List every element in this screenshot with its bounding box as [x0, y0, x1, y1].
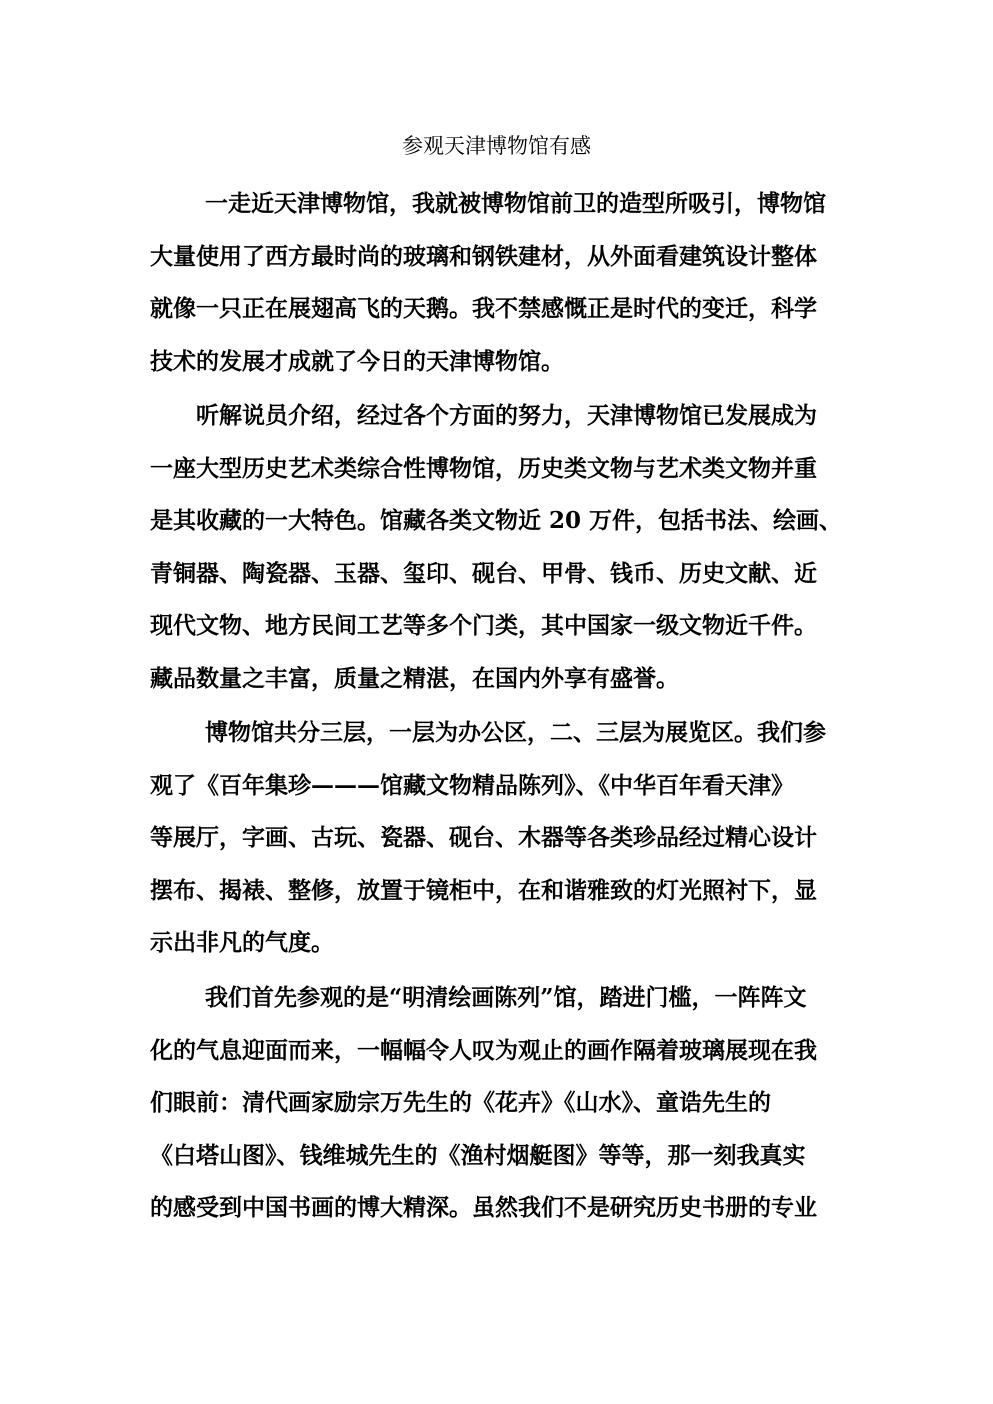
paragraph-line: 技术的发展才成就了今日的天津博物馆。: [150, 347, 564, 375]
paragraph-line: 就像一只正在展翅高飞的天鹅。我不禁感慨正是时代的变迁，科学: [150, 295, 817, 322]
paragraph-line: 一走近天津博物馆，我就被博物馆前卫的造型所吸引，博物馆: [205, 190, 826, 217]
paragraph-line: 现代文物、地方民间工艺等多个门类，其中国家一级文物近千件。: [150, 612, 817, 639]
paragraph-line: 示出非凡的气度。: [150, 929, 334, 956]
paragraph-line: 一座大型历史艺术类综合性博物馆，历史类文物与艺术类文物并重: [150, 454, 817, 482]
paragraph-line: 藏品数量之丰富，质量之精湛，在国内外享有盛誉。: [150, 664, 679, 692]
paragraph-line: 我们首先参观的是“明清绘画陈列”馆，踏进门槛，一阵阵文: [205, 984, 807, 1011]
paragraph-2: [150, 390, 843, 705]
paragraph-line: 是其收藏的一大特色。馆藏各类文物近 20 万件，包括书法、绘画、: [150, 507, 843, 534]
paragraph-line: 们眼前：清代画家励宗万先生的《花卉》《山水》、童诰先生的: [150, 1089, 771, 1116]
paragraph-line: 等展厅，字画、古玩、瓷器、砚台、木器等各类珍品经过精心设计: [150, 824, 817, 851]
paragraph-line: 大量使用了西方最时尚的玻璃和钢铁建材，从外面看建筑设计整体: [150, 242, 817, 270]
paragraph-4: [150, 972, 840, 1235]
paragraph-line: 《白塔山图》、钱维城先生的《渔村烟艇图》等等，那一刻我真实: [150, 1141, 806, 1169]
paragraph-1: [150, 178, 840, 388]
document-title: 参观天津博物馆有感: [402, 134, 591, 158]
paragraph-line: 摆布、揭裱、整修，放置于镜柜中，在和谐雅致的灯光照衬下，显: [150, 876, 817, 904]
paragraph-line: 青铜器、陶瓷器、玉器、玺印、砚台、甲骨、钱币、历史文献、近: [150, 559, 817, 587]
paragraph-line: 化的气息迎面而来，一幅幅令人叹为观止的画作隔着玻璃展现在我: [150, 1036, 817, 1064]
paragraph-line: 观了《百年集珍———馆藏文物精品陈列》、《中华百年看天津》: [150, 771, 794, 799]
paragraph-line: 博物馆共分三层，一层为办公区，二、三层为展览区。我们参: [205, 719, 826, 746]
paragraph-line: 听解说员介绍，经过各个方面的努力，天津博物馆已发展成为: [196, 402, 817, 429]
paragraph-line: 的感受到中国书画的博大精深。虽然我们不是研究历史书册的专业: [150, 1194, 817, 1221]
paragraph-3: [150, 707, 840, 970]
